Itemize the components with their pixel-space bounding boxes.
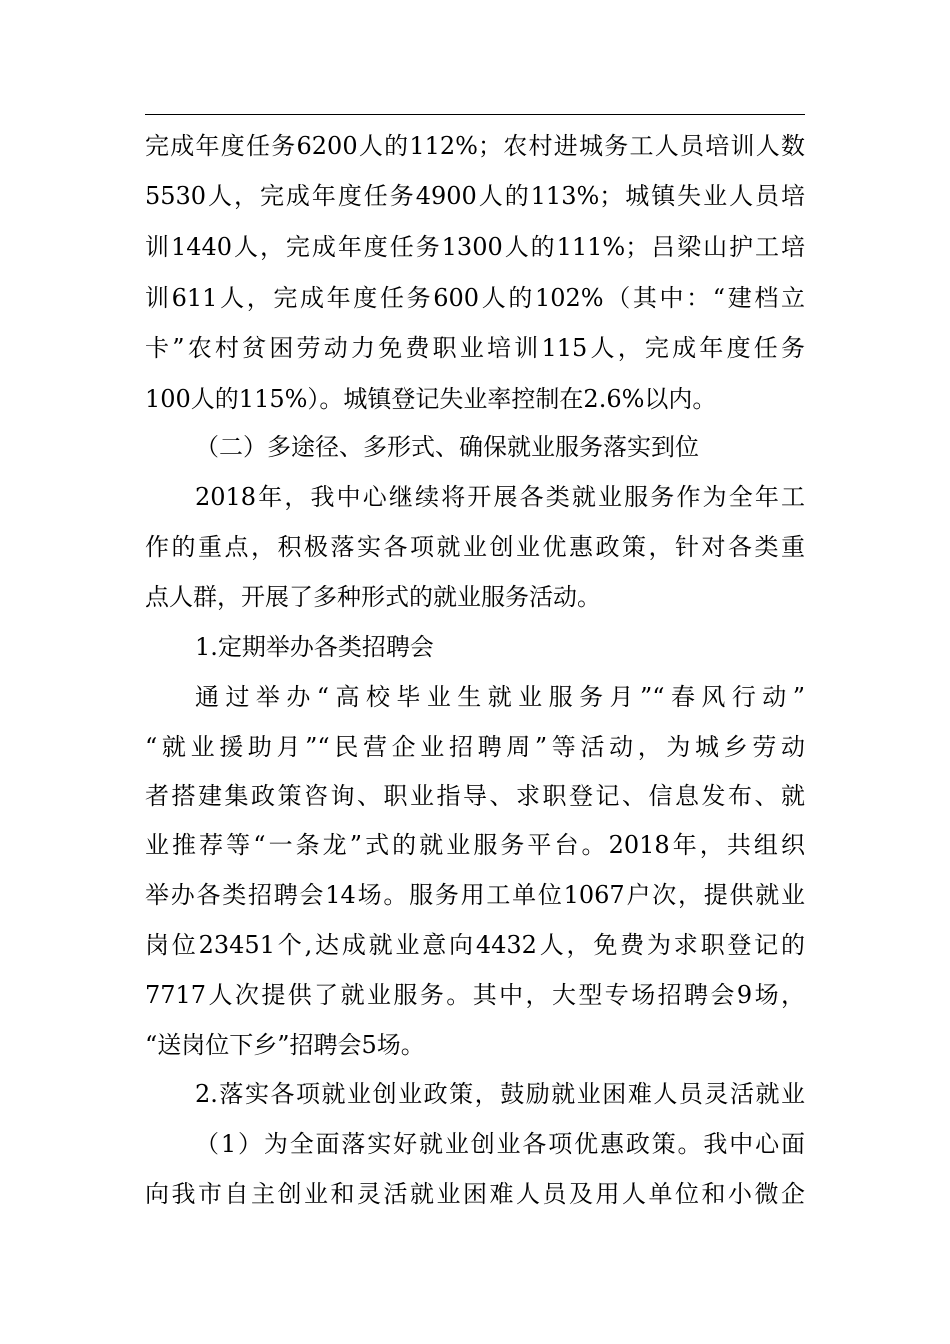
text-line: 训611人，完成年度任务600人的102%（其中：“建档立 [145,284,805,312]
text-line: （二）多途径、多形式、确保就业服务落实到位 [195,433,699,461]
text-line: 岗位23451个,达成就业意向4432人，免费为求职登记的 [145,931,805,959]
text-line: “就业援助月”“民营企业招聘周”等活动，为城乡劳动 [145,733,805,761]
text-line: 训1440人，完成年度任务1300人的111%；吕梁山护工培 [145,233,805,261]
text-line: 7717人次提供了就业服务。其中，大型专场招聘会9场， [145,981,805,1009]
text-line: 点人群，开展了多种形式的就业服务活动。 [145,583,601,611]
text-line: 者搭建集政策咨询、职业指导、求职登记、信息发布、就 [145,782,805,810]
text-line: 5530人，完成年度任务4900人的113%；城镇失业人员培 [145,182,805,210]
text-line: 100人的115%）。城镇登记失业率控制在2.6%以内。 [145,385,717,413]
text-line: 2.落实各项就业创业政策，鼓励就业困难人员灵活就业 [195,1080,805,1108]
text-line: 举办各类招聘会14场。服务用工单位1067户次，提供就业 [145,881,805,909]
text-line: 通过举办“高校毕业生就业服务月”“春风行动” [195,683,805,711]
text-line: 卡”农村贫困劳动力免费职业培训115人，完成年度任务 [145,334,805,362]
text-line: 向我市自主创业和灵活就业困难人员及用人单位和小微企 [145,1180,805,1208]
text-line: 业推荐等“一条龙”式的就业服务平台。2018年，共组织 [145,831,805,859]
text-line: 完成年度任务6200人的112%；农村进城务工人员培训人数 [145,132,805,160]
text-line: 1.定期举办各类招聘会 [195,633,434,661]
text-line: “送岗位下乡”招聘会5场。 [145,1031,425,1059]
text-line: 作的重点，积极落实各项就业创业优惠政策，针对各类重 [145,533,805,561]
text-line: 2018年，我中心继续将开展各类就业服务作为全年工 [195,483,805,511]
header-rule [145,114,805,115]
text-line: （1）为全面落实好就业创业各项优惠政策。我中心面 [195,1130,805,1158]
